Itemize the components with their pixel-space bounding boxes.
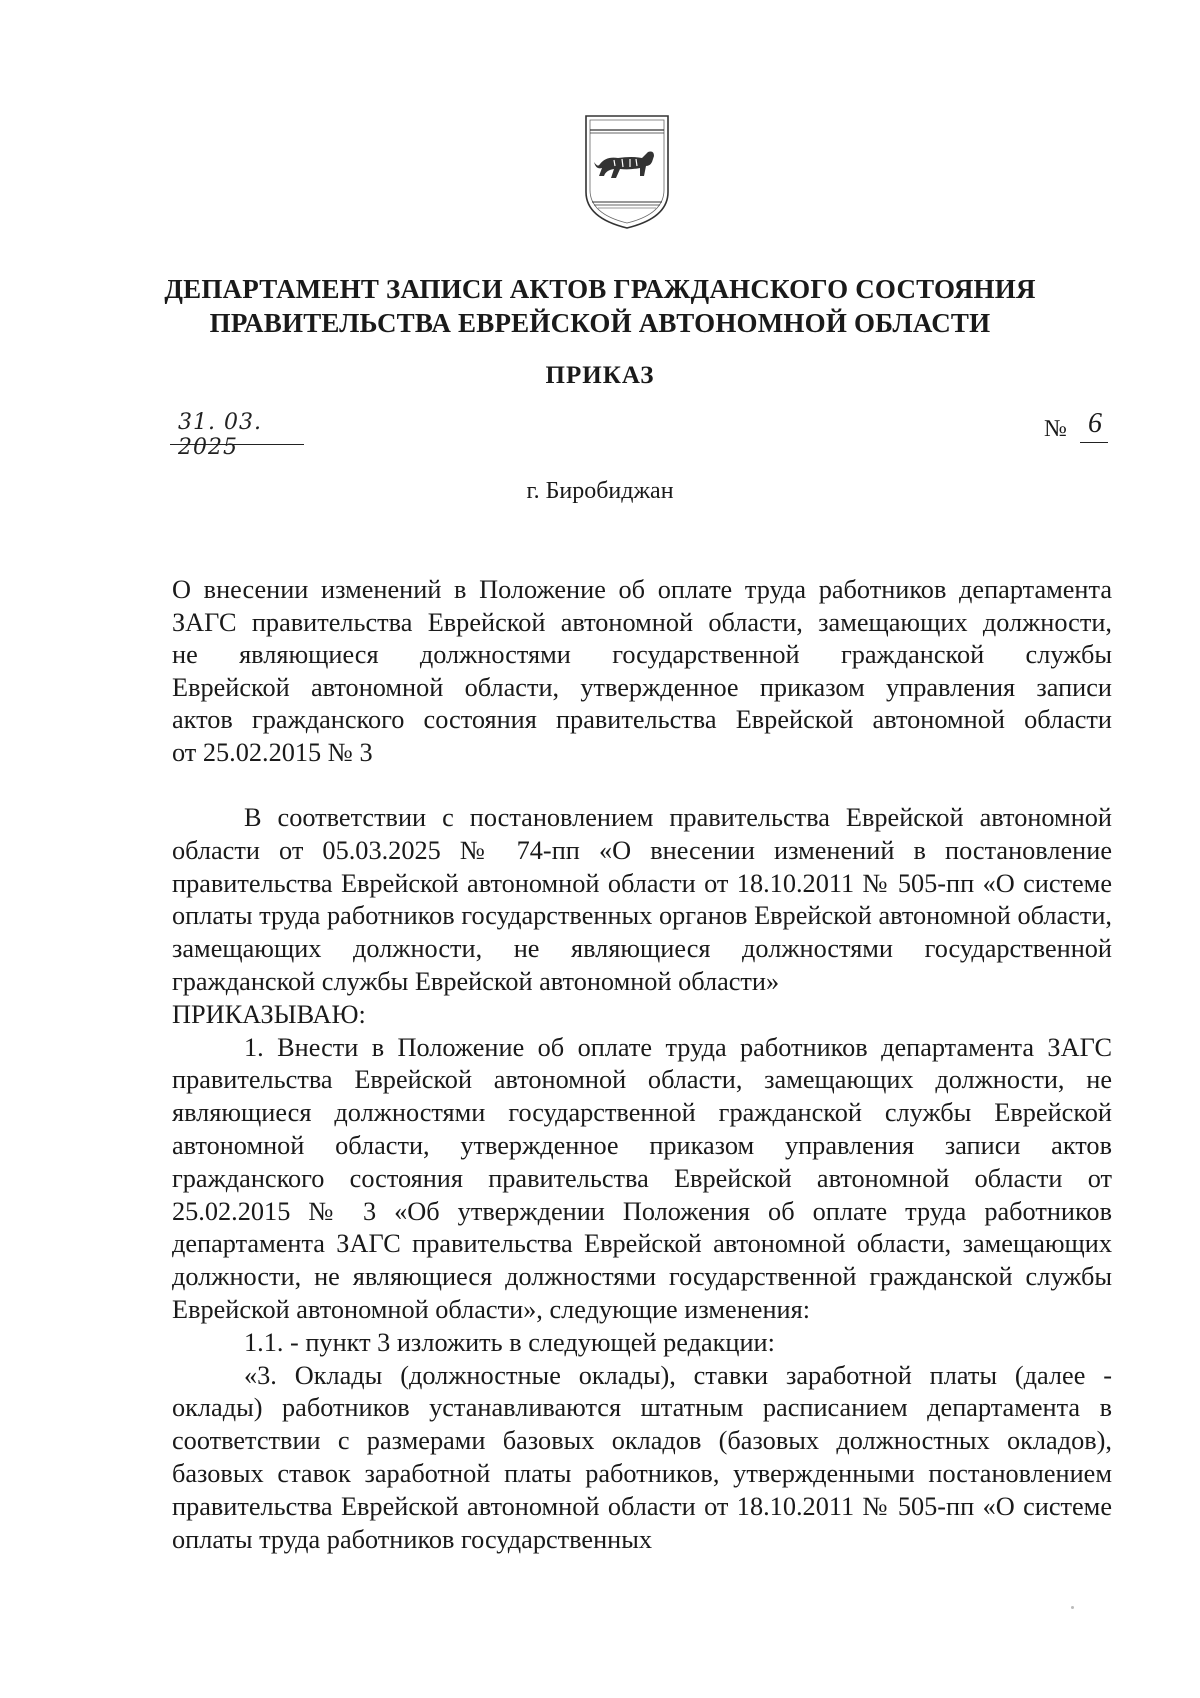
preamble-paragraph: В соответствии с постановлением правительства Еврейской автономной области от 05.03.2025 № 74-пп «О внесении изменений в постановление правительства Еврейской автономной области от 18.10.2011 № 505-пп «О системе оплаты труда работников государственных органов Еврейской автономной области, замещающих должности, не являющиеся должностями государственной гражданской службы Еврейской автономной области» [172, 803, 1112, 996]
number-label: № [1044, 416, 1067, 442]
handwritten-date: 31. 03. 2025 [178, 410, 262, 460]
item-1-paragraph: 1. Внести в Положение об оплате труда работников департамента ЗАГС правительства Еврейской автономной области, замещающих должности, не являющиеся должностями государственной гражданской службы Еврейской автономной области, утвержденное приказом управления записи актов гражданского состояния правительства Еврейской автономной области от 25.02.2015 № 3 «Об утверждении Положения об оплате труда работников департамента ЗАГС правительства Еврейской автономной области, замещающих должности, не являющиеся должностями государственной гражданской службы Еврейской автономной области», следующие изменения: [172, 1032, 1112, 1324]
coat-of-arms-icon [584, 114, 670, 230]
document-type-title: ПРИКАЗ [545, 362, 655, 389]
subject-line: Еврейской автономной области, утвержденное приказом управления записи [172, 672, 1112, 702]
scan-speck [1071, 1606, 1074, 1609]
order-subject [172, 574, 1112, 769]
department-title-line1: ДЕПАРТАМЕНТ ЗАПИСИ АКТОВ ГРАЖДАНСКОГО СОСТОЯНИЯ [164, 274, 1036, 304]
order-word: ПРИКАЗЫВАЮ: [172, 999, 366, 1029]
subject-line: не являющиеся должностями государственной гражданской службы [172, 640, 1112, 669]
subject-line: от 25.02.2015 № 3 [172, 737, 373, 767]
subject-line: О внесении изменений в Положение об оплате труда работников департамента [172, 575, 1112, 604]
order-body [172, 802, 1112, 1556]
quoted-item-3-paragraph: «3. Оклады (должностные оклады), ставки заработной платы (далее - оклады) работников устанавливаются штатным расписанием департамента в соответствии с размерами базовых окладов (базовых должностных окладов), базовых ставок заработной платы работников, утвержденными постановлением правительства Еврейской автономной области от 18.10.2011 № 505-пп «О системе оплаты труда работников государственных [172, 1360, 1112, 1554]
department-title-line2: ПРАВИТЕЛЬСТВА ЕВРЕЙСКОЙ АВТОНОМНОЙ ОБЛАСТИ [209, 308, 991, 338]
date-field [170, 410, 304, 460]
handwritten-number: 6 [1088, 408, 1102, 439]
item-1-1-paragraph: 1.1. - пункт 3 изложить в следующей редакции: [244, 1327, 775, 1357]
number-underline [1080, 408, 1108, 443]
subject-line: актов гражданского состояния правительства Еврейской автономной области [172, 705, 1112, 734]
city-line: г. Биробиджан [526, 478, 674, 504]
subject-line: ЗАГС правительства Еврейской автономной области, замещающих должности, [172, 607, 1112, 637]
